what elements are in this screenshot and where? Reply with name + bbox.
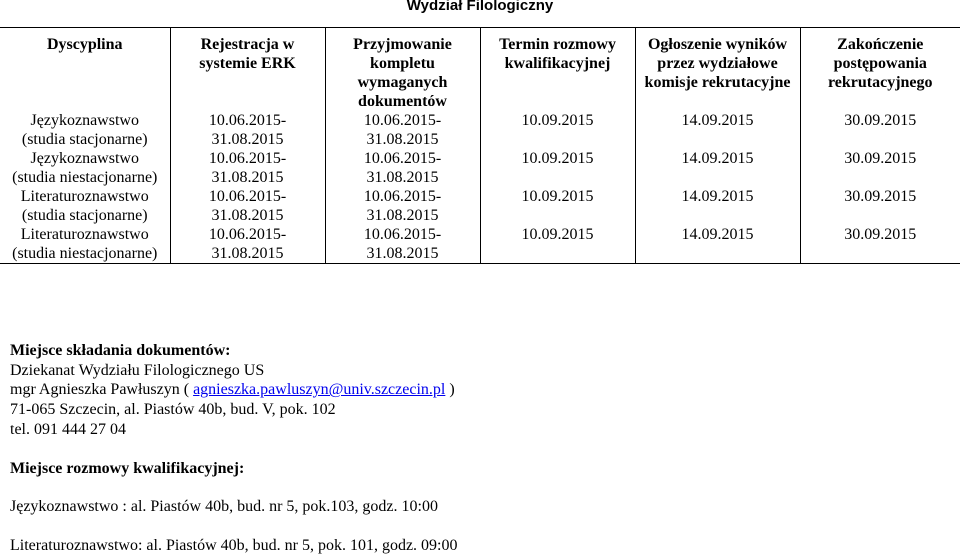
registration-cell [170, 111, 325, 149]
documents-cell-text: 31.08.2015 [326, 130, 480, 149]
end-date-cell-text: 30.09.2015 [801, 111, 960, 130]
interview-date-cell-text: 10.09.2015 [481, 111, 635, 130]
documents-cell [325, 225, 480, 264]
end-date-cell [800, 149, 960, 187]
results-date-cell [635, 111, 800, 149]
header-ogloszenie: Ogłoszenie wyników przez wydziałowe komisje rekrutacyjne [635, 28, 800, 112]
discipline-cell-text: Językoznawstwo [0, 111, 170, 130]
registration-cell [170, 225, 325, 264]
interview-date-cell [480, 225, 635, 264]
documents-cell [325, 149, 480, 187]
documents-cell-text: 10.06.2015- [326, 149, 480, 168]
header-rejestracja: Rejestracja w systemie ERK [170, 28, 325, 112]
spacer [10, 478, 458, 497]
header-zakonczenie: Zakończenie postępowania rekrutacyjnego [800, 28, 960, 112]
results-date-cell-text: 14.09.2015 [636, 149, 800, 168]
results-date-cell-text: 14.09.2015 [636, 187, 800, 206]
documents-cell-text: 31.08.2015 [326, 168, 480, 187]
registration-cell-text: 10.06.2015- [171, 111, 325, 130]
discipline-cell-text: (studia niestacjonarne) [0, 168, 170, 187]
discipline-cell [0, 225, 170, 264]
documents-cell [325, 187, 480, 225]
discipline-cell-text: (studia stacjonarne) [0, 130, 170, 149]
discipline-cell-text: (studia stacjonarne) [0, 206, 170, 225]
office-name: Dziekanat Wydziału Filologicznego US [10, 361, 458, 381]
interview-date-cell-text: 10.09.2015 [481, 225, 635, 244]
results-date-cell-text: 14.09.2015 [636, 111, 800, 130]
discipline-cell [0, 111, 170, 149]
discipline-cell-text: Literaturoznawstwo [0, 225, 170, 244]
discipline-cell [0, 149, 170, 187]
discipline-cell [0, 187, 170, 225]
registration-cell [170, 187, 325, 225]
page-title: Wydział Filologiczny [0, 0, 960, 14]
end-date-cell [800, 111, 960, 149]
registration-cell-text: 31.08.2015 [171, 130, 325, 149]
end-date-cell [800, 225, 960, 264]
header-przyjmowanie: Przyjmowanie kompletu wymaganych dokumentów [325, 28, 480, 112]
header-dyscyplina: Dyscyplina [0, 28, 170, 112]
interview-date-cell-text: 10.09.2015 [481, 187, 635, 206]
end-date-cell-text: 30.09.2015 [801, 225, 960, 244]
address-line: 71-065 Szczecin, al. Piastów 40b, bud. V, pok. 102 [10, 400, 458, 420]
end-date-cell-text: 30.09.2015 [801, 149, 960, 168]
registration-cell-text: 31.08.2015 [171, 168, 325, 187]
discipline-cell-text: (studia niestacjonarne) [0, 244, 170, 263]
results-date-cell [635, 187, 800, 225]
registration-cell-text: 31.08.2015 [171, 244, 325, 263]
email-link[interactable]: agnieszka.pawluszyn@univ.szczecin.pl [193, 381, 445, 398]
registration-cell-text: 10.06.2015- [171, 225, 325, 244]
phone-line: tel. 091 444 27 04 [10, 420, 458, 440]
interview-date-cell [480, 111, 635, 149]
documents-cell-text: 31.08.2015 [326, 206, 480, 225]
end-date-cell-text: 30.09.2015 [801, 187, 960, 206]
schedule-table [0, 27, 960, 264]
registration-cell-text: 10.06.2015- [171, 149, 325, 168]
discipline-cell-text: Literaturoznawstwo [0, 187, 170, 206]
documents-cell-text: 10.06.2015- [326, 187, 480, 206]
interview-date-cell [480, 149, 635, 187]
table-row [0, 111, 960, 149]
documents-cell-text: 10.06.2015- [326, 225, 480, 244]
spacer [10, 440, 458, 459]
table-row [0, 187, 960, 225]
contact-prefix: mgr Agnieszka Pawłuszyn ( [10, 381, 193, 398]
interview-line-1: Językoznawstwo : al. Piastów 40b, bud. nr 5, pok.103, godz. 10:00 [10, 497, 458, 517]
table-row [0, 149, 960, 187]
discipline-cell-text: Językoznawstwo [0, 149, 170, 168]
table-row [0, 225, 960, 264]
contact-suffix: ) [445, 381, 454, 398]
table-header-row [0, 28, 960, 112]
documents-cell-text: 31.08.2015 [326, 244, 480, 263]
interview-heading: Miejsce rozmowy kwalifikacyjnej: [10, 459, 458, 479]
end-date-cell [800, 187, 960, 225]
results-date-cell-text: 14.09.2015 [636, 225, 800, 244]
registration-cell [170, 149, 325, 187]
contact-line [10, 380, 458, 400]
registration-cell-text: 31.08.2015 [171, 206, 325, 225]
documents-cell [325, 111, 480, 149]
documents-cell-text: 10.06.2015- [326, 111, 480, 130]
registration-cell-text: 10.06.2015- [171, 187, 325, 206]
results-date-cell [635, 149, 800, 187]
info-section [10, 341, 458, 556]
interview-line-2: Literaturoznawstwo: al. Piastów 40b, bud. nr 5, pok. 101, godz. 09:00 [10, 536, 458, 556]
interview-date-cell [480, 187, 635, 225]
interview-date-cell-text: 10.09.2015 [481, 149, 635, 168]
results-date-cell [635, 225, 800, 264]
header-termin: Termin rozmowy kwalifikacyjnej [480, 28, 635, 112]
spacer [10, 517, 458, 536]
docs-heading: Miejsce składania dokumentów: [10, 341, 458, 361]
